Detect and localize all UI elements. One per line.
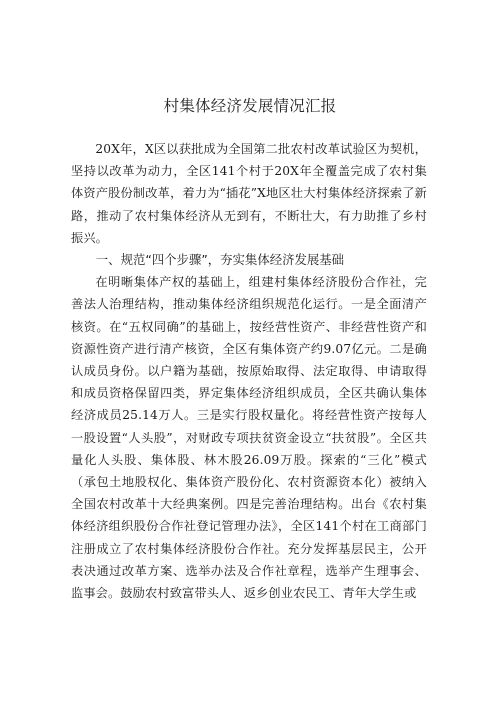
document-title: 村集体经济发展情况汇报	[163, 97, 337, 115]
intro-paragraph: 20X年，X区以获批成为全国第二批农村改革试验区为契机，坚持以改革为动力，全区141个村于20X年全覆盖完成了农村集体资产股份制改革，着力为“插花”X地区壮大村集体经济探索了新路，推动了农村集体经济从无到有，不断壮大，有力助推了乡村振兴。	[71, 142, 427, 245]
section-heading-1: 一、规范“四个步骤”，夯实集体经济发展基础	[95, 252, 345, 268]
section-1-paragraph: 在明晰集体产权的基础上，组建村集体经济股份合作社，完善法人治理结构，推动集体经济组织规范化运行。一是全面清产核资。在“五权同确”的基础上，按经营性资产、非经营性资产和资源性资产进行清产核资，全区有集体资产约9.07亿元。二是确认成员身份。以户籍为基础，按原始取得、法定取得、申请取得和成员资格保留四类，界定集体经济组织成员，全区共确认集体经济成员25.14万人。三是实行股权量化。将经营性资产按每人一股设置“人头股”，对财政专项扶贫资金设立“扶贫股”。全区共量化人头股、集体股、林木股26.09万股。探索的“三化”模式（承包土地股权化、集体资产股份化、农村资源资本化）被纳入全国农村改革十大经典案例。四是完善治理结构。出台《农村集体经济组织股份合作社登记管理办法》，全区141个村在工商部门注册成立了农村集体经济股份合作社。充分发挥基层民主，公开表决通过改革方案、选举办法及合作社章程，选举产生理事会、监事会。鼓励农村致富带头人、返乡创业农民工、青年大学生或	[71, 275, 427, 601]
document-body	[71, 138, 427, 604]
